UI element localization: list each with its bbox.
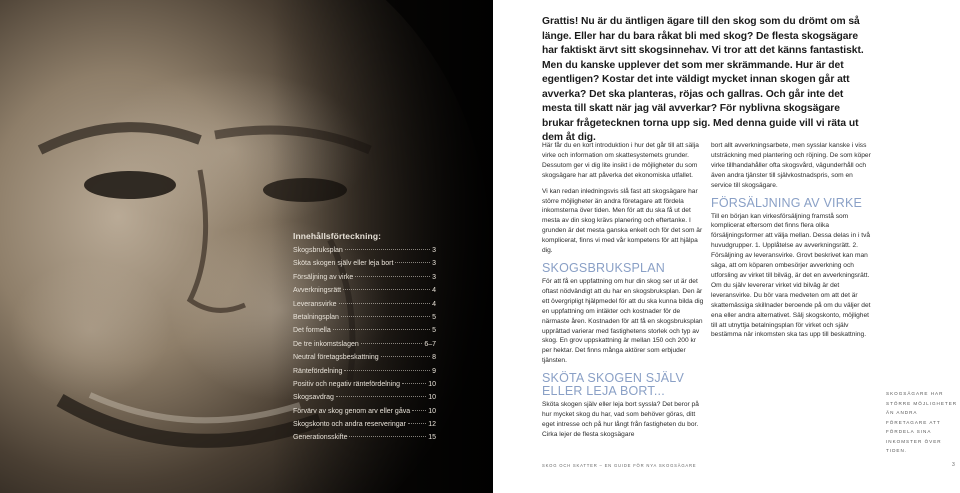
section-heading-skota-skogen: SKÖTA SKOGEN SJÄLV ELLER LEJA BORT... [542,371,685,399]
toc-item-label: Generationsskifte [293,434,348,442]
text-column-right [711,141,874,346]
toc-item-page: 3 [432,273,436,281]
toc-item-label: Räntefördelning [293,367,343,375]
page-footer: SKOG OCH SKATTER – EN GUIDE FÖR NYA SKOGSÄGARE [542,463,697,468]
toc-item[interactable] [293,260,436,273]
toc-item[interactable] [293,327,436,340]
toc-leader [349,436,426,437]
toc-item-page: 4 [432,300,436,308]
toc-item[interactable] [293,381,436,394]
toc-item-label: Skogsavdrag [293,394,334,402]
toc-item-page: 9 [432,367,436,375]
section-heading-forsaljning: FÖRSÄLJNING AV VIRKE [711,195,863,210]
toc-leader [395,262,430,263]
toc-leader [341,316,430,317]
toc-item[interactable] [293,368,436,381]
intro-paragraph: Grattis! Nu är du äntligen ägare till den skog som du drömt om så länge. Eller har du bara råkat bli med skog? De flesta skogsägare har faktiskt ärvt sitt skogsinnehav. Vi tror att det känns fantastiskt. Men du kanske upplever det som mer skrämmande. Hur är det egentligen? Kostar det inte väldigt mycket innan skogen går att avverka? Det ska planteras, röjas och gallras. Och går inte det mesta till skatt när jag väl avverkar? För nyblivna skogsägare brukar frågetecknen torna upp sig. Med denna guide vill vi räta ut dem åt dig. [542,16,864,143]
toc-item-page: 4 [432,287,436,295]
table-of-contents [293,231,436,448]
toc-item-page: 15 [428,434,436,442]
toc-leader [345,249,430,250]
toc-item[interactable] [293,394,436,407]
toc-leader [344,370,430,371]
toc-item-label: Positiv och negativ räntefördelning [293,380,401,388]
toc-item-page: 10 [428,394,436,402]
toc-leader [336,396,426,397]
toc-item-label: Förvärv av skog genom arv eller gåva [293,407,411,415]
toc-item-label: Avverkningsrätt [293,287,342,295]
toc-item-page: 3 [432,247,436,254]
toc-item[interactable] [293,408,436,421]
body-paragraph: För att få en uppfattning om hur din skog ser ut är det oftast nödvändigt att du har en skogsbruksplan. Den är ett övergripligt hjälpmedel för att du ska kunna bilda dig en uppfattning om intäkter och kostnader för de närmaste åren. Kostnaden för att få en skogsbruksplan upprättad varierar med fastighetens storlek och typ av skog. En grov uppskattning är mellan 150 och 200 kr per hektar. Det finns många aktörer som erbjuder tjänsten. [542,277,704,365]
body-paragraph: Vi kan redan inledningsvis slå fast att skogsägare har större möjligheter än andra företagare att fördela inkomsterna över tiden. Men för att du ska få ut det mesta av din skog krävs planering och eftertanke. I grunden är det mesta ganska enkelt och för det som är komplicerat, finns vi med vår kompetens för att hjälpa dig. [542,187,703,255]
toc-item-page: 10 [428,380,436,388]
toc-item-page: 5 [432,327,436,335]
body-paragraph: Sköta skogen själv eller leja bort syssla? Det beror på hur mycket skog du har, vad som behöver göras, ditt eget intresse och på hur långt från fastigheten du bor. Cirka lejer de flesta skogsägare [542,401,699,438]
toc-item-label: Skogskonto och andra reserveringar [293,421,406,429]
toc-item-page: 10 [428,407,436,415]
toc-item[interactable] [293,354,436,367]
toc-item[interactable] [293,287,436,300]
toc-leader [343,289,430,290]
toc-item[interactable] [293,314,436,327]
toc-item[interactable] [293,341,436,354]
body-paragraph: Här får du en kort introduktion i hur det går till att sälja virke och information om skattesystemets grunder. Dessutom ger vi dig lite insikt i de möjligheter du som skogsägare har att påverka det ekonomiska utfallet. [542,142,699,179]
toc-leader [408,423,426,424]
toc-leader [355,276,430,277]
toc-item[interactable] [293,421,436,434]
toc-item-label: Försäljning av virke [293,273,354,281]
toc-leader [361,343,423,344]
toc-leader [333,329,430,330]
toc-item-label: Sköta skogen själv eller leja bort [293,260,394,268]
toc-leader [412,410,426,411]
toc-leader [402,383,426,384]
toc-item-label: Det formella [293,327,331,335]
pull-quote: SKOGSÄGARE HAR STÖRRE MÖJLIGHETER ÄN ANDRA FÖRETAGARE ATT FÖRDELA SINA INKOMSTER ÖVER TIDEN. [886,391,958,453]
body-paragraph: Till en början kan virkesförsäljning framstå som komplicerat eftersom det finns flera olika försäljningsformer att välja mellan. Dessa delas in i två huvudgrupper. 1. Upplåtelse av avverkningsrätt. 2. Försäljning av leveransvirke. Grovt beskrivet kan man säga, att om köparen ombesörjer avverkning och utforsling av virket till bilväg, är det en avverkningsrätt. Om du själv levererar virket vid bilväg är det leveransvirke. Du bör vara medveten om att det är skattemässiga skillnader beroende på om du väljer det ena eller andra alternativet. Sälj skogskonto, möjlighet till att utnyttja betalningsplan för virket och själv bestämma när inkomsten ska tas upp till beskattning. [711,212,871,339]
toc-item-page: 5 [432,313,436,321]
toc-item-page: 6–7 [424,340,436,348]
toc-item-label: Skogsbruksplan [293,247,343,254]
toc-leader [381,356,430,357]
text-column-left [542,141,705,446]
toc-item-page: 3 [432,260,436,268]
toc-item[interactable] [293,301,436,314]
toc-item-label: Betalningsplan [293,313,339,321]
text-page [493,0,960,493]
toc-item[interactable] [293,247,436,260]
toc-item-label: Neutral företagsbeskattning [293,354,379,362]
toc-title: Innehållsförteckning: [293,231,382,241]
toc-item-label: Leveransvirke [293,300,337,308]
toc-item-label: De tre inkomstslagen [293,340,359,348]
toc-item[interactable] [293,274,436,287]
page-number: 3 [952,462,955,468]
section-heading-skogsbruksplan: SKOGSBRUKSPLAN [542,260,665,275]
toc-item[interactable] [293,434,436,447]
toc-item-page: 12 [428,421,436,429]
body-paragraph: bort allt avverkningsarbete, men sysslar kanske i viss utsträckning med plantering och röjning. De som köper virke tillhandahåller ofta skogsvård, vägunderhåll och även andra tjänster till självkostnadspris, som en service till skogsägare. [711,142,871,189]
toc-item-page: 8 [432,354,436,362]
toc-leader [339,303,431,304]
